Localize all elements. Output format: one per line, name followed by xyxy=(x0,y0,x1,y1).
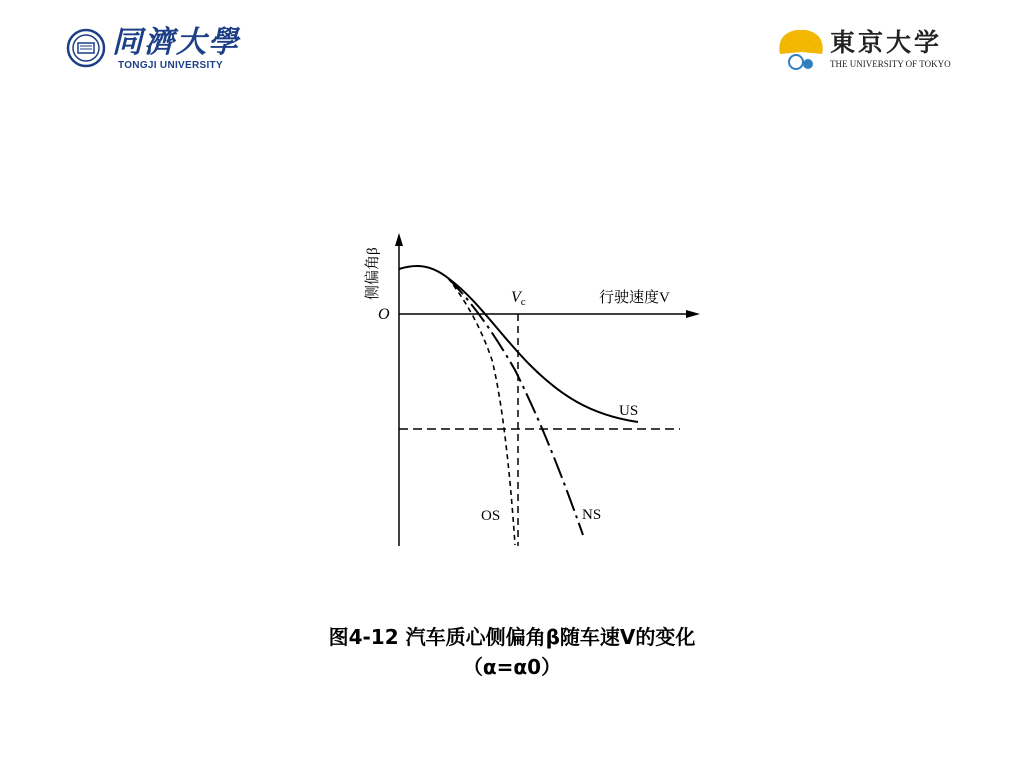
curve-ns xyxy=(448,278,583,535)
vc-label-sub: c xyxy=(520,296,526,308)
tongji-name-cn: 同濟大學 xyxy=(112,25,240,60)
x-axis-label: 行驶速度V xyxy=(599,290,670,306)
ns-label: NS xyxy=(582,507,602,523)
curve-common xyxy=(399,266,448,278)
tongji-name-en: TONGJI UNIVERSITY xyxy=(118,60,223,71)
caption-line-1: 图4-12 汽车质心侧偏角β随车速V的变化 xyxy=(328,625,696,649)
vc-label xyxy=(511,289,526,308)
tokyo-name-cn: 東京大学 xyxy=(830,28,943,57)
figure-caption xyxy=(262,622,762,682)
vc-label-main: V xyxy=(511,289,521,306)
y-axis-label: 侧偏角β xyxy=(365,247,381,300)
tokyo-name-en: THE UNIVERSITY OF TOKYO xyxy=(830,59,951,69)
y-axis-arrow xyxy=(395,233,403,246)
os-label: OS xyxy=(481,508,501,524)
caption-line-2: （α=α0） xyxy=(462,655,562,679)
x-axis-arrow xyxy=(686,310,700,318)
us-label: US xyxy=(619,403,639,419)
origin-label: O xyxy=(378,306,390,323)
